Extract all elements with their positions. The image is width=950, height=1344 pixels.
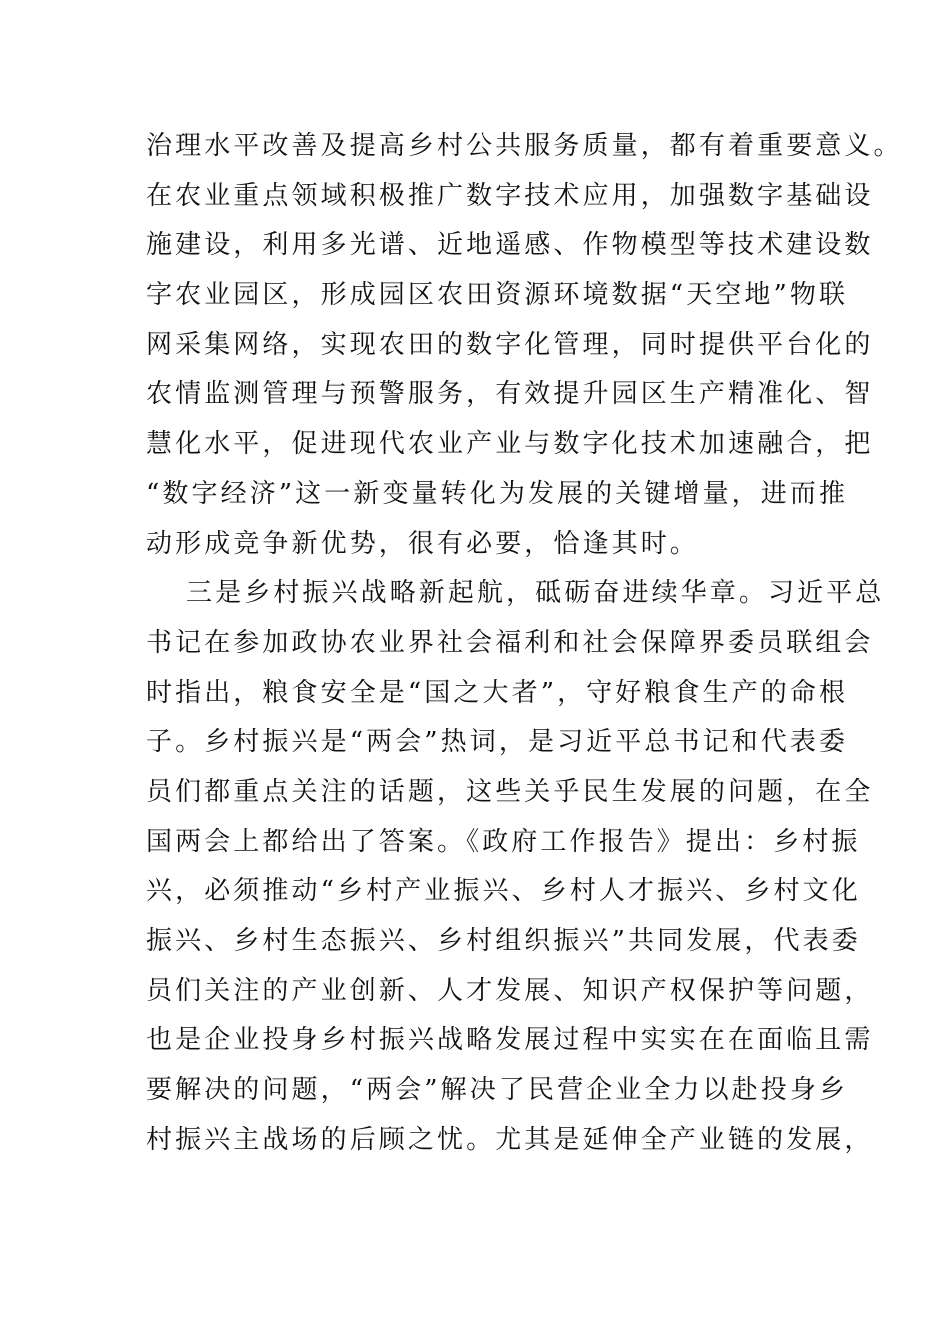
paragraph-start-line: 三是乡村振兴战略新起航，砥砺奋进续华章。习近平总 [186,578,885,609]
text-line: 治理水平改善及提高乡村公共服务质量，都有着重要意义。 [146,131,903,161]
text-line: 村振兴主战场的后顾之忧。尤其是延伸全产业链的发展， [146,1124,874,1155]
text-line: 国两会上都给出了答案。《政府工作报告》提出：乡村振 [146,826,861,857]
text-line: 施建设，利用多光谱、近地遥感、作物模型等技术建设数 [146,230,874,261]
text-line: 也是企业投身乡村振兴战略发展过程中实实在在面临且需 [146,1025,874,1056]
text-line: 在农业重点领域积极推广数字技术应用，加强数字基础设 [146,180,874,211]
text-line: 动形成竞争新优势，很有必要，恰逢其时。 [146,528,699,559]
text-line: 网采集网络，实现农田的数字化管理，同时提供平台化的 [146,329,874,360]
body-text [146,122,903,1165]
text-line: 农情监测管理与预警服务，有效提升园区生产精准化、智 [146,379,874,410]
text-line: 慧化水平，促进现代农业产业与数字化技术加速融合，把 [146,429,874,460]
text-line: 兴，必须推动“乡村产业振兴、乡村人才振兴、乡村文化 [146,876,861,907]
text-line: 字农业园区，形成园区农田资源环境数据“天空地”物联 [146,280,849,311]
text-line: 时指出，粮食安全是“国之大者”，守好粮食生产的命根 [146,677,849,708]
text-line: “数字经济”这一新变量转化为发展的关键增量，进而推 [146,478,849,509]
text-line: 要解决的问题，“两会”解决了民营企业全力以赴投身乡 [146,1075,849,1106]
text-line: 员们都重点关注的话题，这些关乎民生发展的问题，在全 [146,776,874,807]
text-line: 振兴、乡村生态振兴、乡村组织振兴”共同发展，代表委 [146,926,861,956]
text-line: 子。乡村振兴是“两会”热词，是习近平总书记和代表委 [146,727,849,758]
text-line: 员们关注的产业创新、人才发展、知识产权保护等问题， [146,975,874,1006]
text-line: 书记在参加政协农业界社会福利和社会保障界委员联组会 [146,627,874,658]
